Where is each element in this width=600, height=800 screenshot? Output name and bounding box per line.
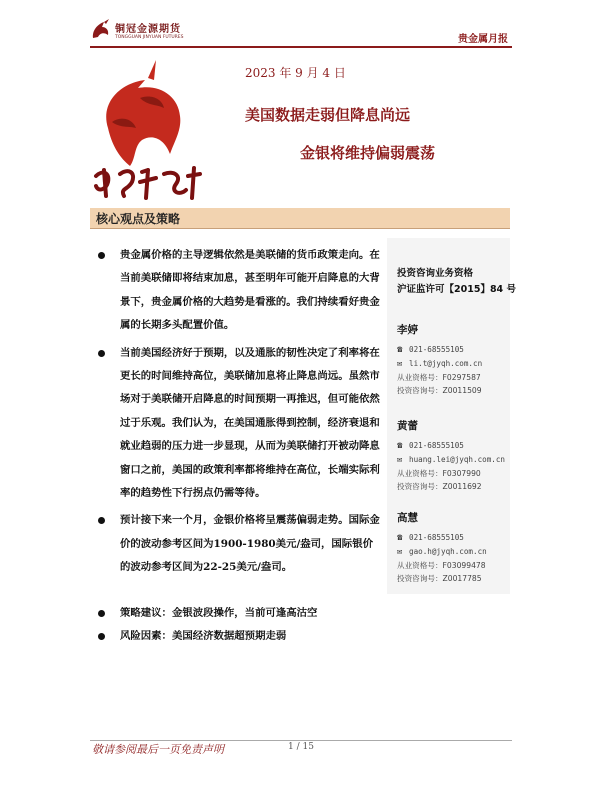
analyst-consult-no: 投资咨询号：Z0017785 <box>397 574 482 583</box>
qualification-line1: 投资咨询业务资格 <box>397 268 474 279</box>
email-icon: ✉ <box>397 455 403 465</box>
report-title-line2: 金银将维持偏弱震荡 <box>300 144 436 162</box>
analyst-email[interactable]: gao.h@jyqh.com.cn <box>409 547 487 556</box>
bullet-icon <box>98 252 105 259</box>
brand-calligraphy-art <box>90 58 205 203</box>
section-divider <box>90 228 510 229</box>
page-number: 1 / 15 <box>288 742 314 752</box>
analyst-name: 高慧 <box>397 512 418 524</box>
email-icon: ✉ <box>397 359 403 369</box>
list-item <box>96 509 381 579</box>
email-icon: ✉ <box>397 547 403 557</box>
analyst-phone: 021-68555105 <box>409 533 464 542</box>
analyst-license: 从业资格号：F0297587 <box>397 373 481 382</box>
analyst-consult-no: 投资咨询号：Z0011692 <box>397 482 482 491</box>
analyst-card <box>397 418 510 493</box>
logo-cn-text: 铜冠金源期货 <box>115 24 181 35</box>
disclaimer-link[interactable]: 敬请参阅最后一页免责声明 <box>92 743 224 756</box>
analyst-consult-no: 投资咨询号：Z0011509 <box>397 386 482 395</box>
bullet-icon <box>98 517 105 524</box>
analyst-phone: 021-68555105 <box>409 345 464 354</box>
analyst-phone: 021-68555105 <box>409 441 464 450</box>
list-item <box>96 602 381 625</box>
analyst-name: 黄蕾 <box>397 420 418 432</box>
calligraphy-strokes <box>96 168 200 198</box>
analyst-email[interactable]: li.t@jyqh.com.cn <box>409 359 483 368</box>
analyst-card <box>397 322 510 397</box>
header-divider <box>90 46 512 48</box>
analyst-email[interactable]: huang.lei@jyqh.com.cn <box>409 455 506 464</box>
report-type-label: 贵金属月报 <box>458 34 508 45</box>
logo-en-text: TONGGUAN JINYUAN FUTURES <box>115 35 184 40</box>
list-item <box>96 342 381 506</box>
list-item <box>96 625 381 648</box>
bullet-icon <box>98 610 105 617</box>
logo-mark-icon <box>90 18 112 42</box>
section-title: 核心观点及策略 <box>96 212 181 226</box>
bullet-text: 贵金属价格的主导逻辑依然是美联储的货币政策走向。在当前美联储即将结束加息，甚至明年可能开启降息的大背景下，贵金属价格的大趋势是看涨的。我们持续看好贵金属的长期多头配置价值。 <box>120 249 380 332</box>
list-item <box>96 244 381 338</box>
report-date: 2023 年 9 月 4 日 <box>245 66 346 80</box>
bullet-text: 策略建议：金银波段操作，当前可逢高沽空 <box>120 606 318 619</box>
analyst-card <box>397 510 510 585</box>
report-title-line1: 美国数据走弱但降息尚远 <box>245 106 411 124</box>
analyst-license: 从业资格号：F0307990 <box>397 469 481 478</box>
phone-icon: ☎ <box>397 441 403 451</box>
core-points-list <box>96 244 381 649</box>
qualification-line2: 沪证监许可【2015】84 号 <box>397 284 516 295</box>
bullet-text: 风险因素：美国经济数据超预期走弱 <box>120 630 287 643</box>
bullet-icon <box>98 350 105 357</box>
analyst-name: 李婷 <box>397 324 418 336</box>
phone-icon: ☎ <box>397 345 403 355</box>
phone-icon: ☎ <box>397 533 403 543</box>
analyst-license: 从业资格号：F03099478 <box>397 561 486 570</box>
bullet-text: 当前美国经济好于预期，以及通胀的韧性决定了利率将在更长的时间维持高位，美联储加息将止降息尚远。虽然市场对于美联储开启降息的时间预期一再推迟，但可能依然过于乐观。我们认为，在美国通胀得到控制，经济衰退和就业趋弱的压力进一步显现，从而为美联储打开被动降息窗口之前，美国的政策利率都将维持在高位，长端实际利率的趋势性下行拐点仍需等待。 <box>120 346 380 500</box>
bullet-icon <box>98 633 105 640</box>
bullet-text: 预计接下来一个月，金银价格将呈震荡偏弱走势。国际金价的波动参考区间为1900-1980美元/盎司，国际银价的波动参考区间为22-25美元/盎司。 <box>120 514 380 574</box>
company-logo <box>90 18 200 48</box>
